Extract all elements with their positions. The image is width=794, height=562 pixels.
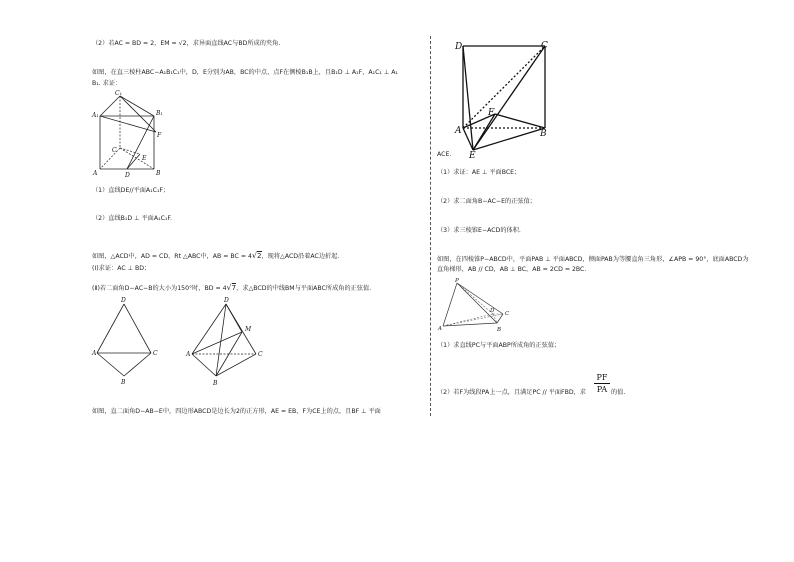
label-c: C <box>505 311 510 317</box>
sqrt-sign: √ <box>226 283 232 292</box>
prism-figure <box>92 88 172 180</box>
fraction-numerator: PF <box>596 373 608 382</box>
label-c1: C₁ <box>115 90 122 97</box>
problem-4-statement: 如图，直二面角D−AB−E中，四边形ABCD是边长为2的正方形，AE = EB，F为CE上的点，且BF ⊥ 平面 <box>92 408 381 415</box>
tetrahedron-figure <box>188 298 268 388</box>
fraction-denominator: PA <box>596 385 608 394</box>
label-d: D <box>490 308 495 314</box>
label-b: B <box>156 170 161 177</box>
label-f: F <box>157 132 162 139</box>
label-e: E <box>469 151 476 161</box>
sqrt-sign: √ <box>251 251 258 260</box>
sqrt-radicand: 2 <box>257 252 262 260</box>
problem-5-question-2-end: 的值. <box>611 389 626 396</box>
label-a: A <box>438 326 442 332</box>
label-e: E <box>142 155 147 162</box>
label-d: D <box>224 297 229 304</box>
label-c: C <box>112 147 117 154</box>
problem-5-statement-line-2: 直角梯形，AB // CD，AB ⊥ BC，AB = 2CD = 2BC. <box>437 266 587 273</box>
problem-2-question-1: （1）直线DE//平面A₁C₁F； <box>92 187 170 194</box>
label-f: F <box>488 108 495 118</box>
problem-3-part-2-suffix: ，求△BCD的中线BM与平面ABC所成角的正弦值. <box>236 285 372 292</box>
label-b: B <box>213 380 218 387</box>
problem-5-statement-line-1: 如图，在四棱锥P−ABCD中，平面PAB ⊥ 平面ABCD，侧面PAB为等腰直角三角形，∠APB = 90°，底面ABCD为 <box>437 256 749 263</box>
problem-4-question-3: （3）求三棱锥E−ACD的体积. <box>437 227 521 234</box>
column-divider <box>430 36 431 416</box>
label-a: A <box>93 170 98 177</box>
label-a: A <box>186 351 191 358</box>
fraction-pf-over-pa <box>594 373 610 394</box>
problem-3-part-2 <box>92 284 371 293</box>
problem-2-statement-line-1: 如图，在直三棱柱ABC−A₁B₁C₁中，D，E分别为AB，BC的中点，点F在侧棱B₁B上，且B₁D ⊥ A₁F，A₁C₁ ⊥ A₁ <box>92 69 398 76</box>
problem-3-text-suffix: ，现将△ACD沿着AC边折起. <box>261 253 340 260</box>
label-a1: A₁ <box>92 112 99 119</box>
label-d: D <box>121 297 126 304</box>
label-c: C <box>258 351 263 358</box>
problem-5-question-2: （2）若F为线段PA上一点，且满足PC // 平面FBD，求 <box>437 389 586 396</box>
label-m: M <box>245 326 252 333</box>
problem-1-part-2: （2）若AC = BD = 2，EM = √2，求异面直线AC与BD所成的夹角. <box>92 40 281 47</box>
problem-2-question-2: （2）直线B₁D ⊥ 平面A₁C₁F. <box>92 215 172 222</box>
label-p: P <box>455 278 459 284</box>
fraction-bar <box>594 383 610 384</box>
pyramid-figure <box>437 277 519 333</box>
label-a: A <box>455 126 462 136</box>
label-b: B <box>540 129 547 139</box>
label-c: C <box>541 41 548 51</box>
problem-2-statement-line-2: B₁. 求证： <box>92 80 122 87</box>
label-b1: B₁ <box>156 110 163 117</box>
problem-4-question-1: （1）求证：AE ⊥ 平面BCE； <box>437 169 521 176</box>
label-b: B <box>497 327 502 333</box>
problem-4-question-2: （2）求二面角B−AC−E的正弦值； <box>437 198 536 205</box>
problem-3-part-2-prefix: (Ⅱ)若二面角D−AC−B的大小为150°时，BD = 4 <box>92 285 227 292</box>
label-d: D <box>455 42 463 52</box>
label-c: C <box>153 350 158 357</box>
problem-3-text-prefix: 如图，△ACD中，AD = CD，Rt △ABC中，AB = BC = 4 <box>92 253 252 260</box>
problem-5-question-1: （1）求直线PC与平面ABP所成角的正弦值； <box>437 342 561 349</box>
sqrt-radicand: 7 <box>231 284 237 292</box>
problem-3-statement-line-1 <box>92 252 339 261</box>
label-b: B <box>121 379 126 386</box>
kite-figure <box>92 298 162 388</box>
problem-4-statement-continued: ACE. <box>437 151 452 158</box>
problem-3-part-1: (Ⅰ)求证：AC ⊥ BD； <box>92 265 151 272</box>
label-d: D <box>125 172 130 179</box>
cube-section-figure <box>453 38 563 160</box>
label-a: A <box>92 350 97 357</box>
